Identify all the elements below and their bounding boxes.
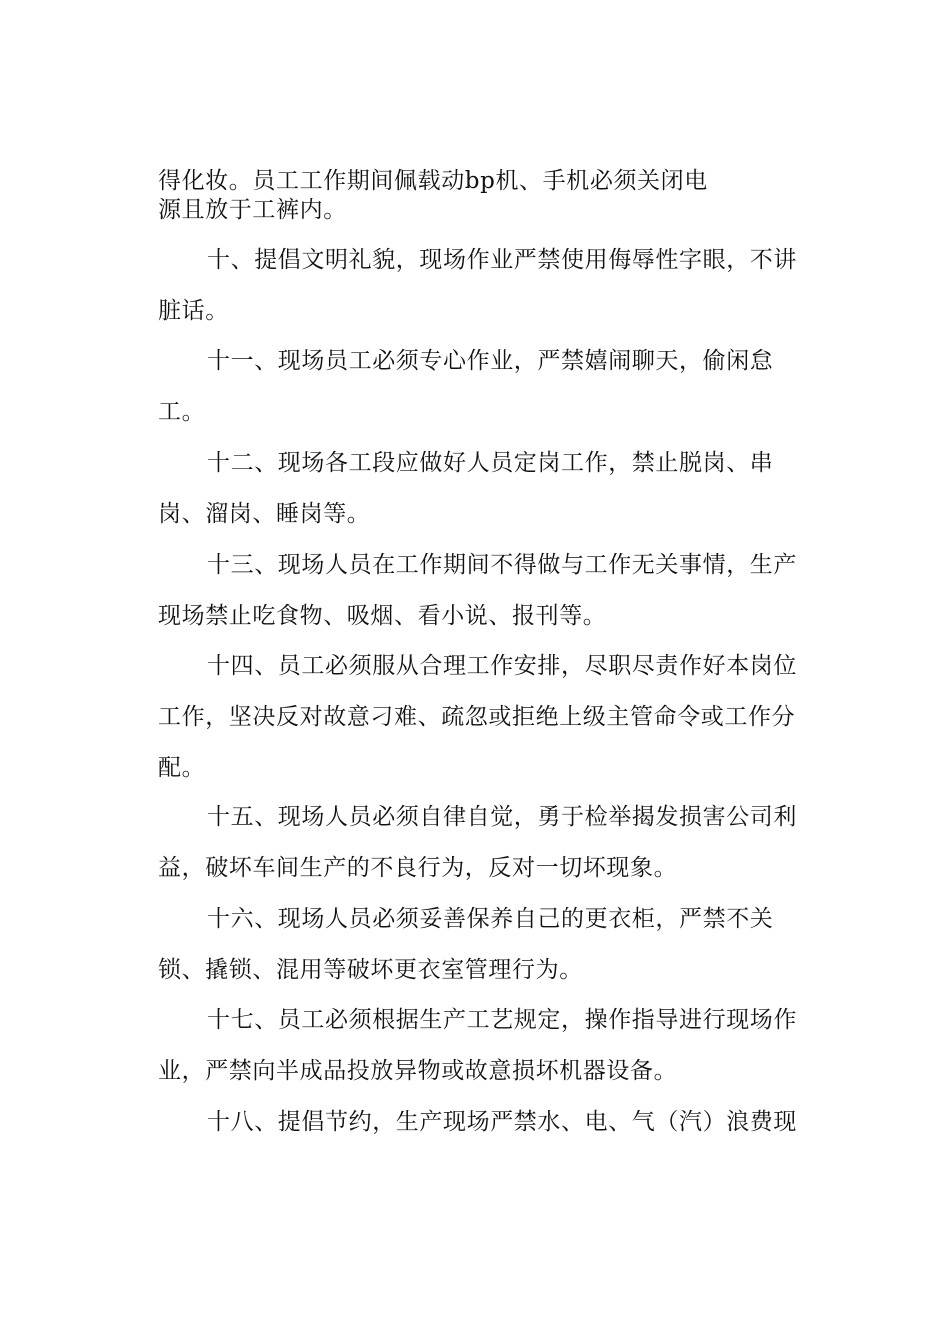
text-line: 十四、员工必须服从合理工作安排，尽职尽责作好本岗位	[207, 653, 797, 679]
article-18	[158, 1105, 808, 1156]
text-line: 十八、提倡节约，生产现场严禁水、电、气（汽）浪费现	[207, 1109, 797, 1135]
text-line: 业，严禁向半成品投放异物或故意损坏机器设备。	[158, 1058, 678, 1084]
text-line: 十五、现场人员必须自律自觉，勇于检举揭发损害公司利	[207, 804, 797, 830]
text-line: 工作，坚决反对故意刁难、疏忽或拒绝上级主管命令或工作分	[158, 704, 796, 730]
text-line: 十、提倡文明礼貌，现场作业严禁使用侮辱性字眼，不讲	[207, 247, 797, 273]
text-line: 现场禁止吃食物、吸烟、看小说、报刊等。	[158, 603, 607, 629]
article-12	[158, 446, 808, 548]
article-15	[158, 800, 808, 902]
text-line: 十二、现场各工段应做好人员定岗工作，禁止脱岗、串	[207, 450, 774, 476]
text-line: 十七、员工必须根据生产工艺规定，操作指导进行现场作	[207, 1007, 797, 1033]
article-16	[158, 902, 808, 1004]
article-14	[158, 649, 808, 802]
text-line: 工。	[158, 399, 206, 425]
text-line: 源且放于工裤内。	[158, 197, 347, 223]
text-line: 岗、溜岗、睡岗等。	[158, 501, 371, 527]
text-line: 十三、现场人员在工作期间不得做与工作无关事情，生产	[207, 552, 797, 578]
continuation-text	[158, 167, 808, 225]
article-10	[158, 243, 808, 345]
text-line: 十六、现场人员必须妥善保养自己的更衣柜，严禁不关	[207, 906, 774, 932]
article-11	[158, 344, 808, 446]
text-line: 得化妆。员工工作期间佩载动bp机、手机必须关闭电	[158, 168, 708, 194]
text-line: 脏话。	[158, 298, 229, 324]
article-17	[158, 1003, 808, 1105]
article-13	[158, 548, 808, 650]
text-line: 益，破坏车间生产的不良行为，反对一切坏现象。	[158, 855, 678, 881]
text-line: 配。	[158, 755, 206, 781]
text-line: 十一、现场员工必须专心作业，严禁嬉闹聊天，偷闲怠	[207, 348, 774, 374]
text-line: 锁、撬锁、混用等破坏更衣室管理行为。	[158, 957, 583, 983]
